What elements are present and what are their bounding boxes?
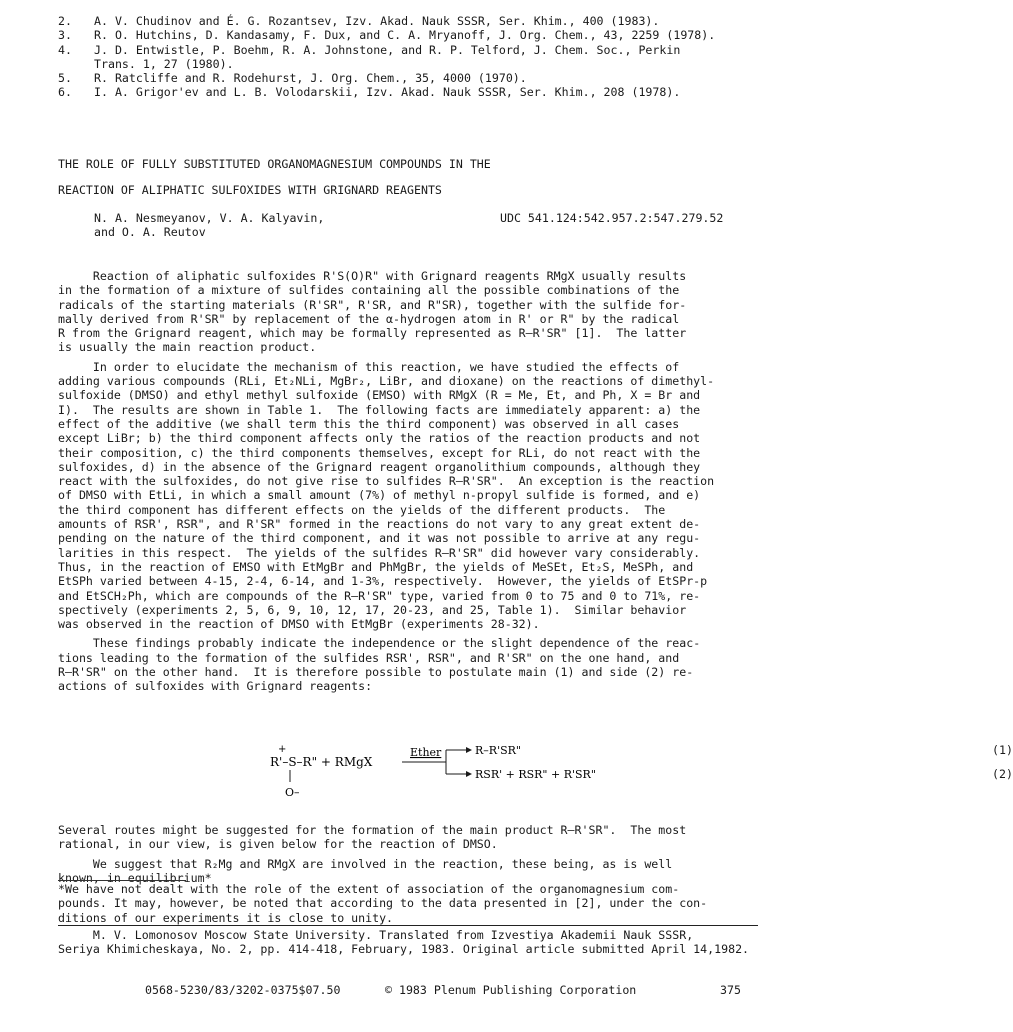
title-line: THE ROLE OF FULLY SUBSTITUTED ORGANOMAGNESIUM COMPOUNDS IN THE [58,157,491,171]
reference-text: R. Ratcliffe and R. Rodehurst, J. Org. Chem., 35, 4000 (1970). [94,71,527,86]
reference-continuation: Trans. 1, 27 (1980). [94,56,234,71]
reference-text: I. A. Grigor'ev and L. B. Volodarskii, Izv. Akad. Nauk SSSR, Ser. Khim., 208 (1978). [94,85,681,100]
article-title [58,157,778,210]
reference-number: 4. [58,42,72,57]
arrowhead-lower [466,771,472,777]
paragraph: Several routes might be suggested for the formation of the main product R–R'SR". The most rational, in our view, is given below for the reaction of DMSO. [58,823,687,852]
paragraph: These findings probably indicate the independence or the slight dependence of the reac- tions leading to the formation of the sulfides RSR', RSR", and R'SR" on the one hand, and R–R'SR" on the other hand. It is therefore possible to postulate main (1) and side (2) re- actions of sulfoxides with Grignard reagents: [58,636,701,694]
footnote: *We have not dealt with the role of the extent of association of the organomagnesium com- pounds. It may, however, be noted that according to the data presented in [2], under the con- ditions of our experiments it is close to unity. [58,882,708,925]
body-text-continued [58,823,758,885]
reference-number: 2. [58,14,72,28]
side-products: RSR' + RSR" + R'SR" [475,768,596,781]
reaction-scheme [270,740,730,806]
author-line: and O. A. Reutov [94,225,206,240]
reference-item [58,28,778,42]
reference-text: R. O. Hutchins, D. Kandasamy, F. Dux, and C. A. Mryanoff, J. Org. Chem., 43, 2259 (1978). [94,28,716,43]
reference-text: J. D. Entwistle, P. Boehm, R. A. Johnstone, and R. P. Telford, J. Chem. Soc., Perkin [94,42,681,57]
reference-item [58,71,778,85]
body-text [58,269,758,694]
oxygen-minus: O– [285,786,300,799]
s-plus-charge: + [278,744,287,755]
equation-number: (2) [992,767,1013,781]
udc-code: UDC 541.124:542.957.2:547.279.52 [500,211,724,225]
article-code: 0568-5230/83/3202-0375$07.50 [145,983,341,997]
reference-item [58,85,778,99]
page-number: 375 [720,983,741,997]
copyright-notice: © 1983 Plenum Publishing Corporation [385,983,637,997]
paragraph: In order to elucidate the mechanism of this reaction, we have studied the effects of adding various compounds (RLi, Et₂NLi, MgBr₂, LiBr, and dioxane) on the reactions of dimethyl- sulfoxide (DMSO) and ethyl methyl sulfoxide (EMSO) with RMgX (R = Me, Et, and Ph, X = Br and I). The results are shown in Table 1. The following facts are immediately apparent: a) the effect of the additive (we shall term this the third component) was observed in all cases except LiBr; b) the third component affects only the ratios of the reaction products and not their composition, c) the third components themselves, except for RLi, do not react with the sulfoxides, d) in the absence of the Grignard reagent organolithium compounds, although they react with the sulfoxides, do not give rise to sulfides R–R'SR". An exception is the reaction of DMSO with EtLi, in which a small amount (7%) of methyl n-propyl sulfide is formed, and e) the third component has different effects on the yields of the different products. The amounts of RSR', RSR", and R'SR" formed in the reactions do not vary to any great extent de- pending on the nature of the third component, and it was not possible to arrive at any regu- larities in this respect. The yields of the sulfides R–R'SR" did however vary considerably. Thus, in the reaction of EMSO with EtMgBr and PhMgBr, the yields of MeSEt, Et₂S, MeSPh, and EtSPh varied between 4-15, 2-4, 6-14, and 1-3%, respectively. However, the yields of EtSPr-p and EtSCH₂Ph, which are compounds of the R–R'SR" type, varied from 0 to 75 and 0 to 71%, re- spectively (experiments 2, 5, 6, 9, 10, 12, 17, 20-23, and 25, Table 1). Similar behavior was observed in the reaction of DMSO with EtMgBr (experiments 28-32). [58,359,715,632]
equation-number: (1) [992,743,1013,757]
main-product: R–R'SR" [475,744,521,757]
footnote-divider [58,880,186,881]
reference-item [58,43,778,57]
affiliation-note: M. V. Lomonosov Moscow State University. Translated from Izvestiya Akademii Nauk SSSR, Seriya Khimicheskaya, No. 2, pp. 414-418, February, 1983. Original article submitted April 14,1982. [58,928,750,957]
paragraph: We suggest that R₂Mg and RMgX are involved in the reaction, these being, as is well known, in equilibrium* [58,856,673,885]
reference-number: 5. [58,71,72,86]
title-line: REACTION OF ALIPHATIC SULFOXIDES WITH GRIGNARD REAGENTS [58,183,442,198]
author-line: N. A. Nesmeyanov, V. A. Kalyavin, [94,211,325,225]
reference-list [58,14,778,100]
reactant-formula: R'–S–R" + RMgX [270,755,373,769]
paragraph: Reaction of aliphatic sulfoxides R'S(O)R" with Grignard reagents RMgX usually results in the formation of a mixture of sulfides containing all the possible combinations of the radicals of the starting materials (R'SR", R'SR, and R"SR), together with the sulfide for- mally derived from R'SR" by replacement of the α-hydrogen atom in R' or R" by the radical R from the Grignard reagent, which may be formally represented as R–R'SR" [1]. The latter is usually the main reaction product. [58,269,687,355]
reference-number: 3. [58,28,72,43]
reference-item [58,14,778,28]
reaction-equation [270,740,1013,806]
reference-text: A. V. Chudinov and É. G. Rozantsev, Izv. Akad. Nauk SSSR, Ser. Khim., 400 (1983). [94,14,660,28]
reference-number: 6. [58,85,72,100]
arrowhead-upper [466,747,472,753]
condition-label: Ether [410,746,442,759]
affiliation-divider [58,925,758,926]
